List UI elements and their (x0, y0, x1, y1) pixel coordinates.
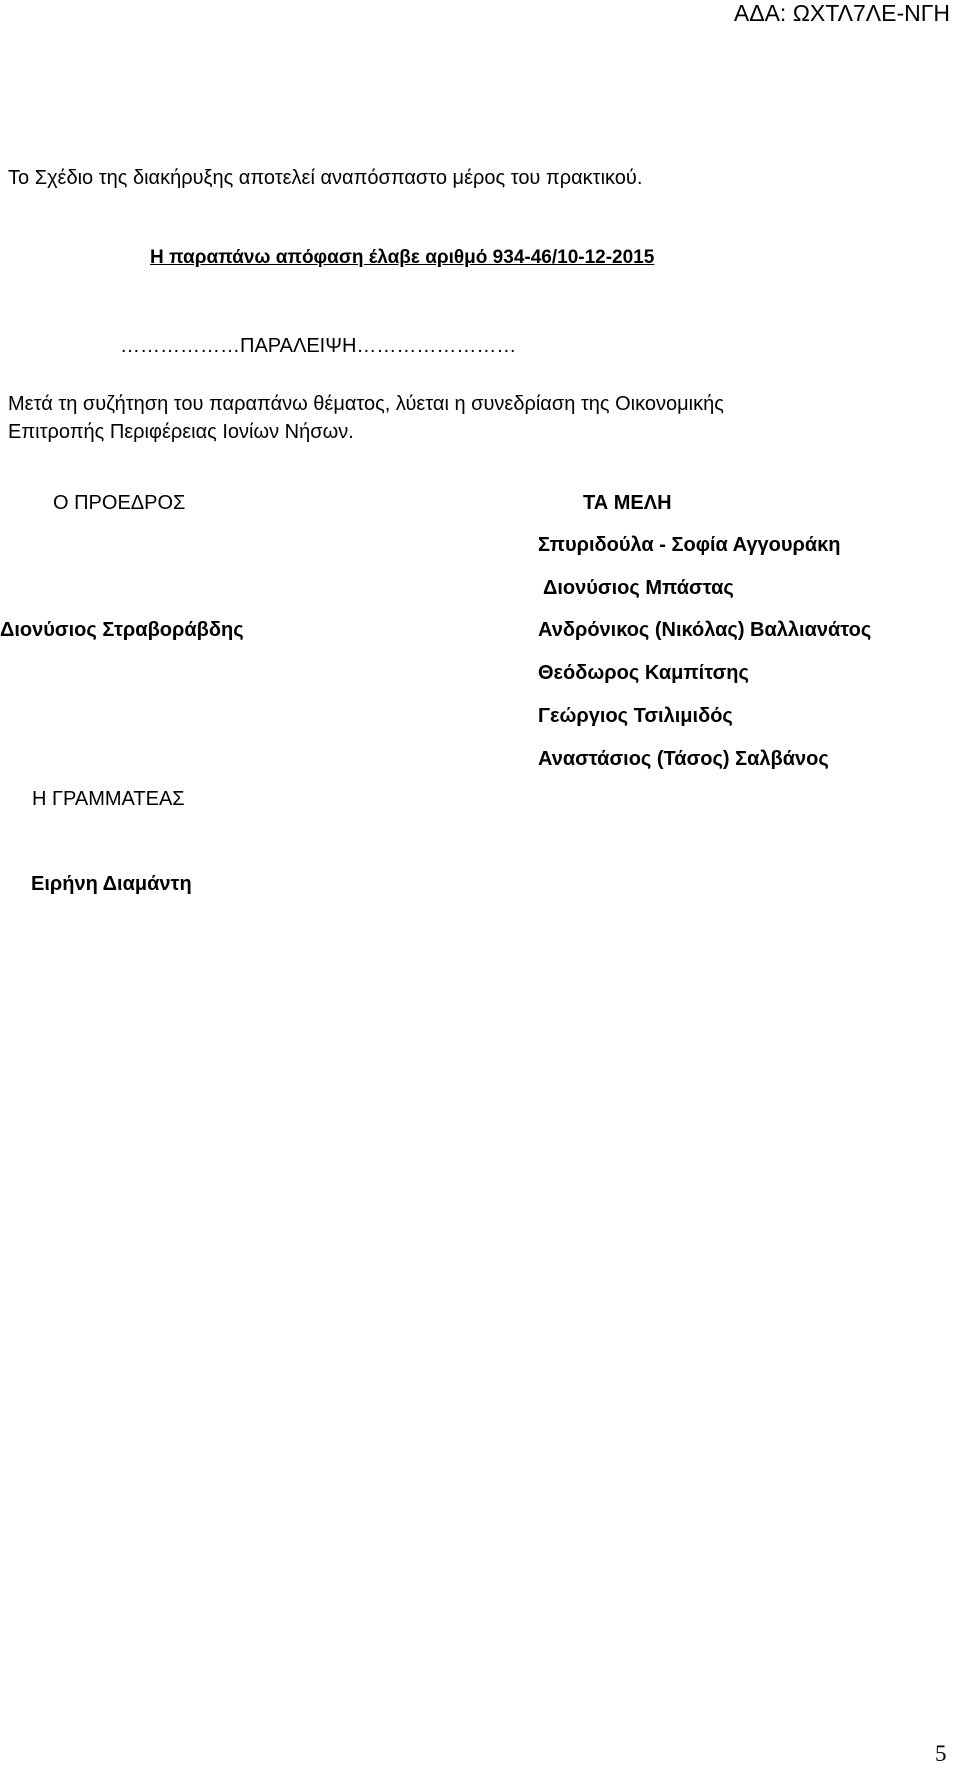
decision-number: Η παραπάνω απόφαση έλαβε αριθμό 934-46/10-12-2015 (150, 247, 655, 268)
omission-line: ………………ΠΑΡΑΛΕΙΨΗ…………………… (120, 335, 517, 357)
secretary-name: Ειρήνη Διαμάντη (31, 873, 192, 895)
secretary-title: Η ΓΡΑΜΜΑΤΕΑΣ (32, 788, 185, 810)
ada-code: ΑΔΑ: ΩΧΤΛ7ΛΕ-ΝΓΗ (733, 0, 950, 26)
closing-line-1: Μετά τη συζήτηση του παραπάνω θέματος, λύεται η συνεδρίαση της Οικονομικής (8, 393, 724, 415)
closing-line-2: Επιτροπής Περιφέρειας Ιονίων Νήσων. (8, 421, 354, 443)
member-name: Γεώργιος Τσιλιμιδός (538, 705, 733, 727)
member-name: Διονύσιος Μπάστας (543, 577, 734, 599)
page-number: 5 (935, 1741, 947, 1766)
president-name: Διονύσιος Στραβοράβδης (0, 619, 244, 641)
member-name: Ανδρόνικος (Νικόλας) Βαλλιανάτος (538, 619, 872, 641)
members-title: ΤΑ ΜΕΛΗ (583, 492, 672, 514)
member-name: Θεόδωρος Καμπίτσης (538, 662, 749, 684)
member-name: Αναστάσιος (Τάσος) Σαλβάνος (538, 748, 829, 770)
president-title: Ο ΠΡΟΕΔΡΟΣ (53, 492, 186, 514)
member-name: Σπυριδούλα - Σοφία Αγγουράκη (538, 534, 841, 556)
intro-paragraph: Το Σχέδιο της διακήρυξης αποτελεί αναπόσπαστο μέρος του πρακτικού. (8, 167, 643, 189)
